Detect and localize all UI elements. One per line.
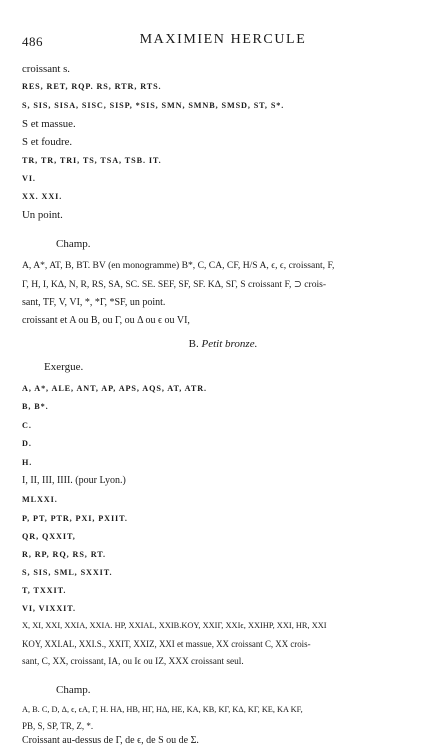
list-item: VI. [22,174,36,183]
section-title-text: Petit bronze. [201,338,258,350]
list-item: PB, S, SP, TR, Z, *. [22,721,94,731]
list-item: sant, TF, V, VI, *, *Γ, *SF, un point. [22,297,166,308]
list-item: Croissant au-dessus de Γ, de ϵ, de S ou de Σ. [22,735,199,746]
list-item: R, RP, RQ, RS, RT. [22,550,106,559]
list-item: S, SIS, SISA, SISC, SISP, *SIS, SMN, SMNB, SMSD, ST, S*. [22,101,285,110]
list-item: XX. XXI. [22,192,63,201]
list-item: QR, QXXIT, [22,532,76,541]
list-item: S et foudre. [22,136,73,148]
page-number: 486 [22,34,43,49]
list-item: A, A*, ALE, ANT, AP, APS, AQS, AT, ATR. [22,384,208,393]
exergue-heading: Exergue. [44,361,84,373]
section-label: B. [188,338,199,350]
list-item: Γ, H, I, KΔ, N, R, RS, SA, SC. SE. SEF, SF, SF. KΔ, SΓ, S croissant F, ⊃ crois- [22,279,327,290]
list-item: KOY, XXI.AL, XXI.S., XXIT, XXIZ, XXI et massue, XX croissant C, XX crois- [22,639,311,649]
section-title [0,338,446,350]
champ-heading: Champ. [56,238,91,250]
list-item: A, A*, AT, B, BT. BV (en monogramme) B*, C, CA, CF, H/S A, ϵ, ϵ, croissant, F, [22,260,335,271]
list-item: B, B*. [22,402,49,411]
list-item: D. [22,439,32,448]
list-item: S et massue. [22,118,76,130]
list-item: RES, RET, RQP. RS, RTR, RTS. [22,82,162,91]
list-item: H. [22,458,33,467]
list-item: C. [22,421,32,430]
list-item: X, XI, XXI, XXIA, XXIA. HP, XXIAL, XXIB.KOY, XXIΓ, XXIϵ, XXIHP, XXI, HR, XXI [22,621,327,630]
list-item: Un point. [22,209,63,221]
list-item: A, B. C, D, Δ, ϵ, ϵA, Γ, H. HA, HB, HΓ, HΔ, HE, KA, KB, KΓ, KΔ, KΓ, KE, KA KF, [22,705,303,714]
running-title: MAXIMIEN HERCULE [139,32,307,47]
list-item: VI, VIXXIT. [22,604,76,613]
list-item: TR, TR, TRI, TS, TSA, TSB. IT. [22,156,162,165]
list-item: S, SIS, SML, SXXIT. [22,568,113,577]
list-item: sant, C, XX, croissant, IA, ou Iϵ ou IZ, XXX croissant seul. [22,657,244,667]
champ-heading: Champ. [56,684,91,696]
list-item: P, PT, PTR, PXI, PXIIT. [22,514,128,523]
list-item: MLXXI. [22,495,58,504]
list-item: I, II, III, IIII. (pour Lyon.) [22,475,126,486]
list-item: croissant et A ou B, ou Γ, ou Δ ou ϵ ou VI, [22,315,190,326]
list-item: T, TXXIT. [22,586,67,595]
list-item: croissant s. [22,63,70,75]
